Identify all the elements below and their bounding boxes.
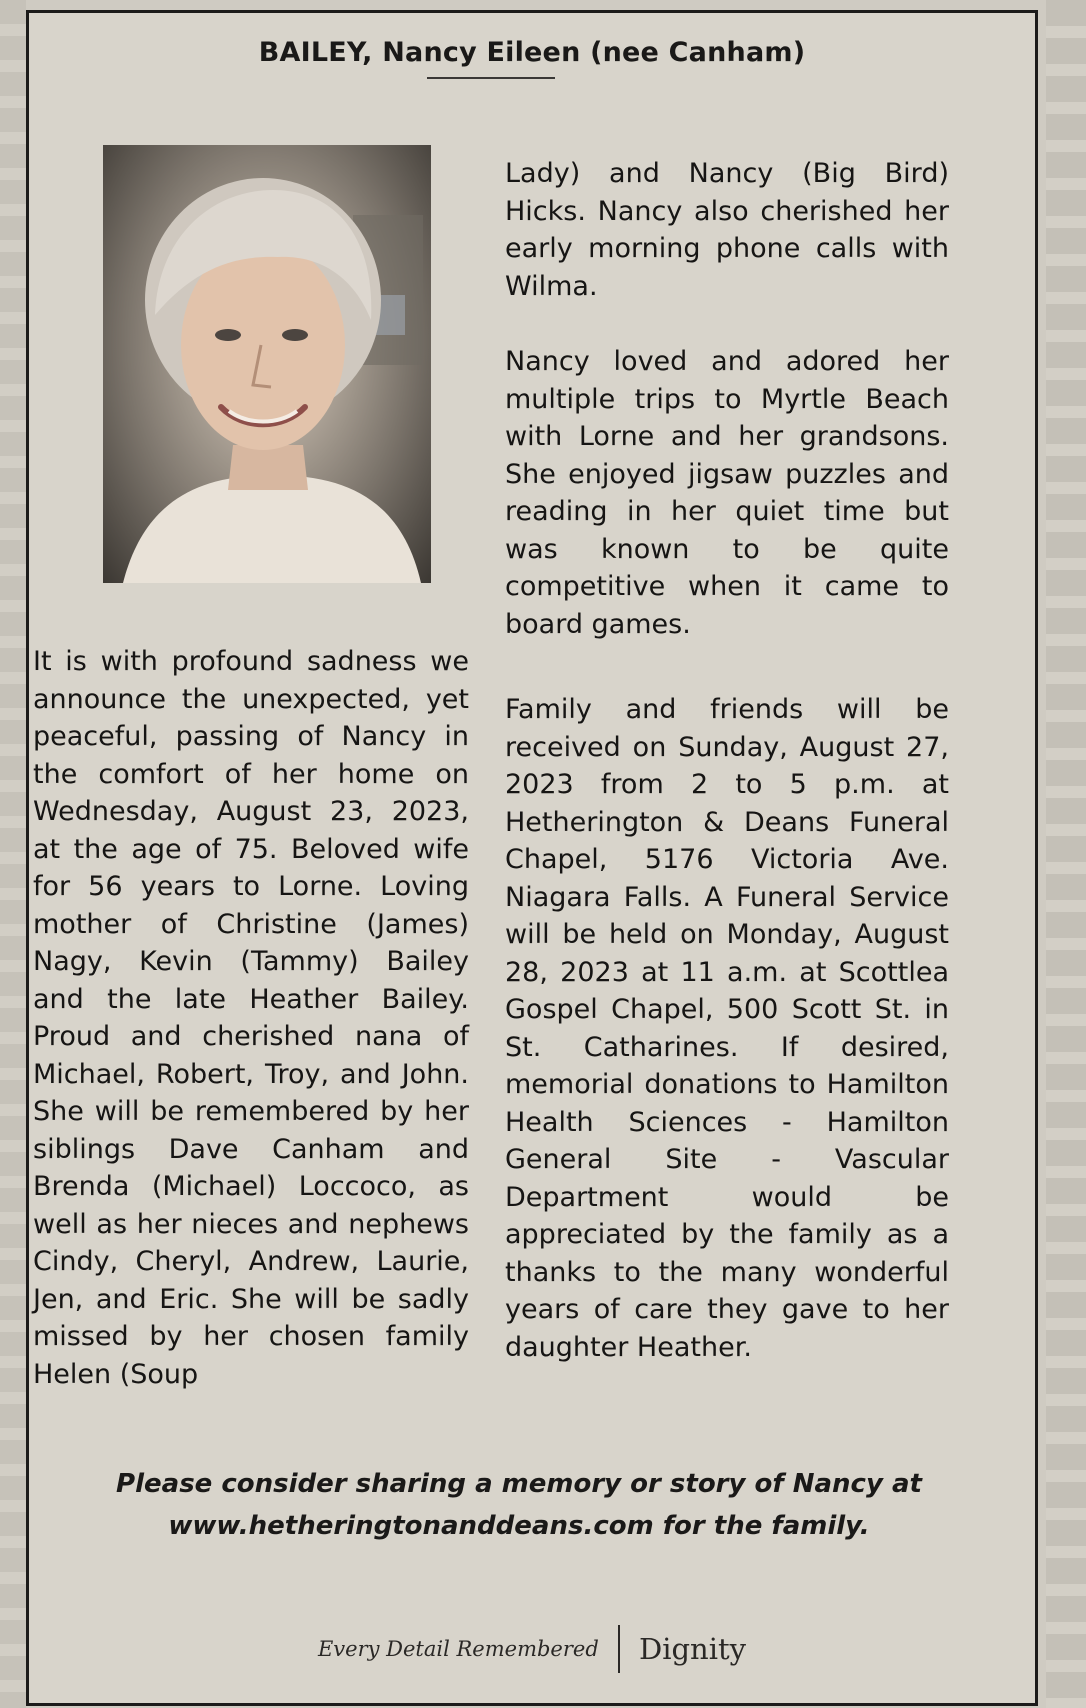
background-newsprint-right <box>1046 0 1086 1708</box>
portrait-illustration <box>103 145 431 583</box>
funeral-home-branding <box>29 1625 1035 1675</box>
background-newsprint-left <box>0 0 26 1708</box>
brand-divider <box>618 1625 620 1673</box>
obituary-paragraph-right-3: Family and friends will be received on Sunday, August 27, 2023 from 2 to 5 p.m. at Hetherington & Deans Funeral Chapel, 5176 Victoria Ave. Niagara Falls. A Funeral Service will be held on Monday, August 28, 2023 at 11 a.m. at Scottlea Gospel Chapel, 500 Scott St. in St. Catharines. If desired, memorial donations to Hamilton Health Sciences - Hamilton General Site - Vascular Department would be appreciated by the family as a thanks to the many wonderful years of care they gave to her daughter Heather. <box>505 694 949 1363</box>
portrait-photo <box>103 145 431 583</box>
brand-tagline: Every Detail Remembered <box>317 1637 599 1661</box>
obituary-paragraph-right-2: Nancy loved and adored her multiple trips to Myrtle Beach with Lorne and her grandsons. She enjoyed jigsaw puzzles and reading in her quiet time but was known to be quite competitive when it came to board games. <box>505 346 949 640</box>
obituary-headline: BAILEY, Nancy Eileen (nee Canham) <box>258 37 806 68</box>
obituary-paragraph-left: It is with profound sadness we announce the unexpected, yet peaceful, passing of Nancy in the comfort of her home on Wednesday, August 23, 2023, at the age of 75. Beloved wife for 56 years to Lorne. Loving mother of Christine (James) Nagy, Kevin (Tammy) Bailey and the late Heather Bailey. Proud and cherished nana of Michael, Robert, Troy, and John. She will be remembered by her siblings Dave Canham and Brenda (Michael) Loccoco, as well as her nieces and nephews Cindy, Cheryl, Andrew, Laurie, Jen, and Eric. She will be sadly missed by her chosen family Helen (Soup <box>33 646 469 1390</box>
memory-sharing-note: Please consider sharing a memory or story of Nancy at www.hetheringtonanddeans.com for the family. <box>116 1469 922 1541</box>
headline-underline <box>427 77 555 79</box>
obituary-paragraph-right-1: Lady) and Nancy (Big Bird) Hicks. Nancy also cherished her early morning phone calls with Wilma. <box>505 158 949 302</box>
dignity-logo: Dignity <box>638 1632 747 1666</box>
obituary-notice <box>26 10 1038 1706</box>
